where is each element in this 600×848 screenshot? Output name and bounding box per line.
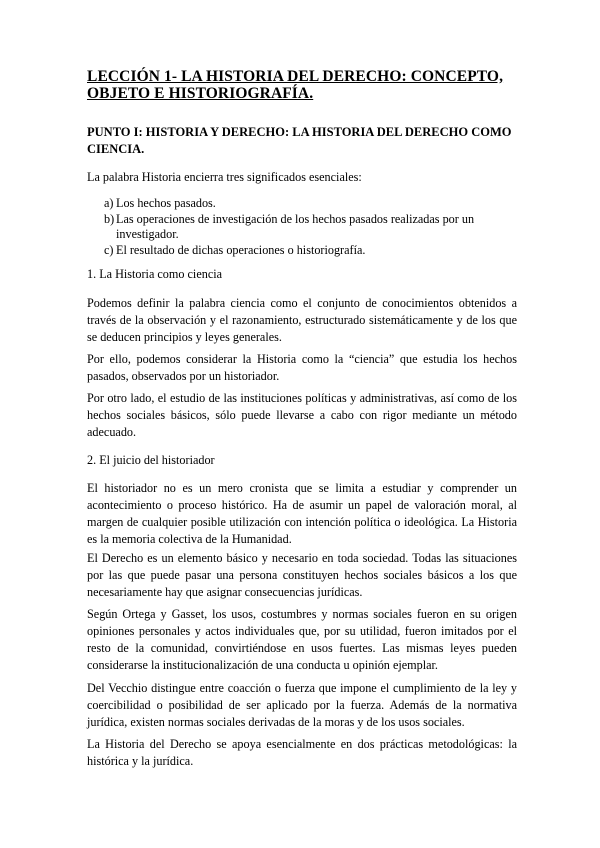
- intro-paragraph: La palabra Historia encierra tres significados esenciales:: [87, 170, 362, 184]
- list-text: Las operaciones de investigación de los hechos pasados realizadas por un investigador.: [116, 211, 475, 241]
- paragraph: Por otro lado, el estudio de las instituciones políticas y administrativas, así como de los hechos sociales básicos, sólo puede llevarse a cabo con rigor mediante un método adecuado.: [87, 391, 517, 439]
- section-subtitle: PUNTO I: HISTORIA Y DERECHO: LA HISTORIA DEL DERECHO COMO CIENCIA.: [87, 125, 512, 156]
- paragraph: Del Vecchio distingue entre coacción o fuerza que impone el cumplimiento de la ley y coercibilidad o posibilidad de ser aplicado por la fuerza. Además de la normativa jurídica, existen normas sociales derivadas de la moras y de los usos sociales.: [87, 681, 517, 729]
- paragraph: El Derecho es un elemento básico y necesario en toda sociedad. Todas las situaciones por las que puede pasar una persona constituyen hechos sociales básicos a los que necesariamente hay que asignar consecuencias jurídicas.: [87, 551, 517, 599]
- section-heading-1: 1. La Historia como ciencia: [87, 267, 223, 281]
- paragraph: Por ello, podemos considerar la Historia como la “ciencia” que estudia los hechos pasados, observados por un historiador.: [87, 352, 517, 383]
- paragraph: Según Ortega y Gasset, los usos, costumbres y normas sociales fueron en su origen opiniones personales y actos individuales que, por su utilidad, fueron imitados por el resto de la comunidad, convirtiéndose en usos fuertes. Las mismas leyes pueden considerarse la institucionalización de una conducta u opinión ejemplar.: [87, 607, 517, 672]
- list-item: [104, 212, 504, 243]
- list-item: [104, 243, 504, 259]
- section-heading-2: 2. El juicio del historiador: [87, 453, 215, 467]
- list-marker: c): [104, 242, 114, 257]
- list-text: Los hechos pasados.: [116, 196, 216, 210]
- list-item: [104, 196, 504, 212]
- list-marker: b): [104, 211, 115, 226]
- lesson-title: LECCIÓN 1- LA HISTORIA DEL DERECHO: CONCEPTO, OBJETO E HISTORIOGRAFÍA.: [87, 68, 504, 102]
- paragraph: El historiador no es un mero cronista que se limita a estudiar y comprender un acontecimiento o proceso histórico. Ha de asumir un papel de valoración moral, al margen de cualquier posible utilización con intención política o ideológica. La Historia es la memoria colectiva de la Humanidad.: [87, 481, 517, 546]
- list-marker: a): [104, 196, 114, 210]
- meanings-list: [104, 196, 504, 258]
- paragraph: La Historia del Derecho se apoya esencialmente en dos prácticas metodológicas: la histórica y la jurídica.: [87, 737, 517, 768]
- list-text: El resultado de dichas operaciones o historiografía.: [116, 242, 366, 257]
- paragraph: Podemos definir la palabra ciencia como el conjunto de conocimientos obtenidos a través de la observación y el razonamiento, estructurado sistemáticamente y de los que se deducen principios y leyes generales.: [87, 296, 517, 344]
